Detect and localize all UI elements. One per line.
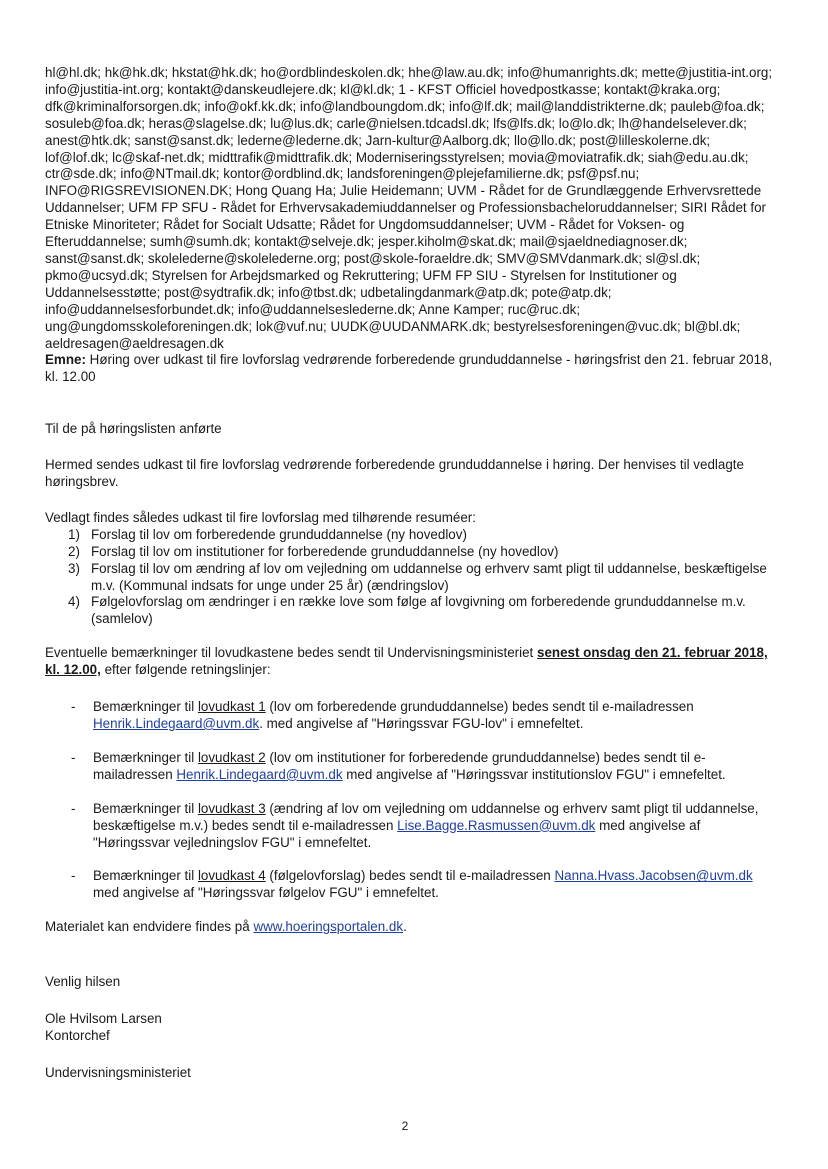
page-number: 2 [401,1119,409,1133]
draft-reference: lovudkast 1 [197,699,266,715]
rule-suffix: med angivelse af "Høringssvar vejledningslov FGU" i emnefeltet. [93,817,701,850]
list-number: 2) [68,543,80,559]
subject-text: Høring over udkast til fire lovforslag vedrørende forberedende grunduddannelse - høringsfrist den 21. februar 2018, kl. 12.00 [45,352,773,385]
deadline-paragraph [45,645,775,679]
list-item [68,527,775,544]
list-item [68,561,775,595]
list-dash: - [71,800,76,816]
deadline-text: Eventuelle bemærkninger til lovudkastene bedes sendt til Undervisningsministeriet [45,645,537,661]
rule-text [93,868,775,902]
list-item-text: Følgelovforslag om ændringer i en række love som følge af lovgivning om forberedende grunduddannelse m.v. (samlelov) [91,594,746,627]
material-text: Materialet kan endvidere findes på [45,919,254,935]
proposal-list [45,527,775,628]
deadline-text-end: efter følgende retningslinjer: [100,662,271,678]
list-item [45,750,775,784]
intro-paragraph: Hermed sendes udkast til fire lovforslag vedrørende forberedende grunduddannelse i høring. Der henvises til vedlagte høringsbrev. [45,457,744,490]
email-link[interactable]: Henrik.Lindegaard@uvm.dk [93,716,260,731]
signer-name: Ole Hvilsom Larsen [45,1011,162,1027]
rule-middle: (lov om institutioner for forberedende grunduddannelse) bedes sendt til e-mailadressen [93,749,706,782]
email-link[interactable]: Lise.Bagge.Rasmussen@uvm.dk [397,817,596,833]
list-number: 4) [68,594,80,610]
list-item-text: Forslag til lov om ændring af lov om vejledning om uddannelse og erhverv samt pligt til uddannelse, beskæftigelse m.v. (Kommunal indsats for unge under 25 år) (ændringslov) [91,560,767,593]
rule-suffix: . med angivelse af "Høringssvar FGU-lov" i emnefeltet. [259,716,584,731]
draft-reference: lovudkast 3 [197,800,266,816]
material-period: . [403,919,407,935]
list-item [45,801,775,852]
recipient-list: hl@hl.dk; hk@hk.dk; hkstat@hk.dk; ho@ordblindeskolen.dk; hhe@law.au.dk; info@humanrights.dk; mette@justitia-int.org; info@justitia-int.org; kontakt@danskeudlejere.dk; kl@kl.dk; 1 - KFST Officiel hovedpostkasse; kontakt@kraka.org; dfk@kriminalforsorgen.dk; info@okf.kk.dk; info@landboungdom.dk; info@lf.dk; mail@landdistrikterne.dk; pauleb@foa.dk; sosuleb@foa.dk; heras@slagelse.dk; lu@lus.dk; carle@nielsen.tdcadsl.dk; lfs@lfs.dk; lo@lo.dk; lh@handelselever.dk; anest@htk.dk; sanst@sanst.dk; lederne@lederne.dk; Jarn-kultur@Aalborg.dk; llo@llo.dk; post@lilleskolerne.dk; lof@lof.dk; lc@skaf-net.dk; midttrafik@midttrafik.dk; Moderniseringsstyrelsen; movia@moviatrafik.dk; siah@edu.au.dk; ctr@sde.dk; info@NTmail.dk; kontor@ordblind.dk; landsforeningen@plejefamilierne.dk; psf@psf.nu; INFO@RIGSREVISIONEN.DK; Hong Quang Ha; Julie Heidemann; UVM - Rådet for de Grundlæggende Erhvervsrettede Uddannelser; UFM FP SFU - Rådet for Erhvervsakademiuddannelser og Professionsbacheloruddannelser; SIRI Rådet for Etniske Minoriteter; Rådet for Socialt Udsatte; Rådet for Ungdomsuddannelser; UVM - Rådet for Voksen- og Efteruddannelse; sumh@sumh.dk; kontakt@selveje.dk; jesper.kiholm@skat.dk; mail@sjaeldnediagnoser.dk; sanst@sanst.dk; skolelederne@skolelederne.org; post@skole-foraeldre.dk; SMV@SMVdanmark.dk; sl@sl.dk; pkmo@ucsyd.dk; Styrelsen for Arbejdsmarked og Rekruttering; UFM FP SIU - Styrelsen for Institutioner og Uddannelsesstøtte; post@sydtrafik.dk; info@tbst.dk; udbetalingdanmark@atp.dk; pote@atp.dk; info@uddannelsesforbundet.dk; info@uddannelseslederne.dk; Anne Kamper; ruc@ruc.dk; ung@ungdomsskoleforeningen.dk; lok@vuf.nu; UUDK@UUDANMARK.dk; bestyrelsesforeningen@vuc.dk; bl@bl.dk; aeldresagen@aeldresagen.dk [45,65,773,351]
attachments-intro: Vedlagt findes således udkast til fire lovforslag med tilhørende resuméer: [45,509,476,525]
rule-text [93,801,775,852]
draft-reference: lovudkast 4 [197,868,266,884]
salutation: Til de på høringslisten anførte [45,421,222,437]
list-number: 1) [68,526,80,542]
rule-prefix: Bemærkninger til [93,749,198,765]
rule-prefix: Bemærkninger til [93,800,198,816]
list-item [68,594,775,628]
list-item [45,868,775,902]
rule-text [93,750,775,784]
list-item-text: Forslag til lov om institutioner for forberedende grunduddannelse (ny hovedlov) [91,543,559,559]
list-dash: - [71,699,76,715]
email-link[interactable]: Nanna.Hvass.Jacobsen@uvm.dk [554,868,753,884]
email-link[interactable]: Henrik.Lindegaard@uvm.dk [176,766,343,782]
list-dash: - [71,868,76,884]
material-paragraph [45,919,775,936]
document-page [45,65,775,1082]
rule-prefix: Bemærkninger til [93,868,198,884]
draft-reference: lovudkast 2 [197,749,266,765]
ministry-name: Undervisningsministeriet [45,1064,191,1080]
list-item [68,544,775,561]
submission-rules [45,699,775,902]
rule-prefix: Bemærkninger til [93,699,198,715]
rule-middle: (ændring af lov om vejledning om uddannelse og erhverv samt pligt til uddannelse, beskæftigelse m.v.) bedes sendt til e-mailadressen [93,800,759,833]
closing-greeting: Venlig hilsen [45,974,121,990]
hoeringsportalen-link[interactable]: www.hoeringsportalen.dk [253,919,404,935]
rule-middle: (følgelovforslag) bedes sendt til e-mailadressen [265,868,555,884]
list-item [45,699,775,733]
subject-label: Emne: [45,352,86,368]
list-dash: - [71,749,76,765]
rule-text [93,699,775,733]
rule-middle: (lov om forberedende grunduddannelse) bedes sendt til e-mailadressen [265,699,694,715]
rule-suffix: med angivelse af "Høringssvar følgelov FGU" i emnefeltet. [93,885,439,901]
signer-title: Kontorchef [45,1027,110,1043]
list-number: 3) [68,560,80,576]
deadline-date: senest onsdag den 21. februar 2018, kl. 12.00, [45,645,768,678]
list-item-text: Forslag til lov om forberedende grunduddannelse (ny hovedlov) [91,526,467,542]
rule-suffix: med angivelse af "Høringssvar institutionslov FGU" i emnefeltet. [342,766,726,782]
subject-line [45,352,775,386]
